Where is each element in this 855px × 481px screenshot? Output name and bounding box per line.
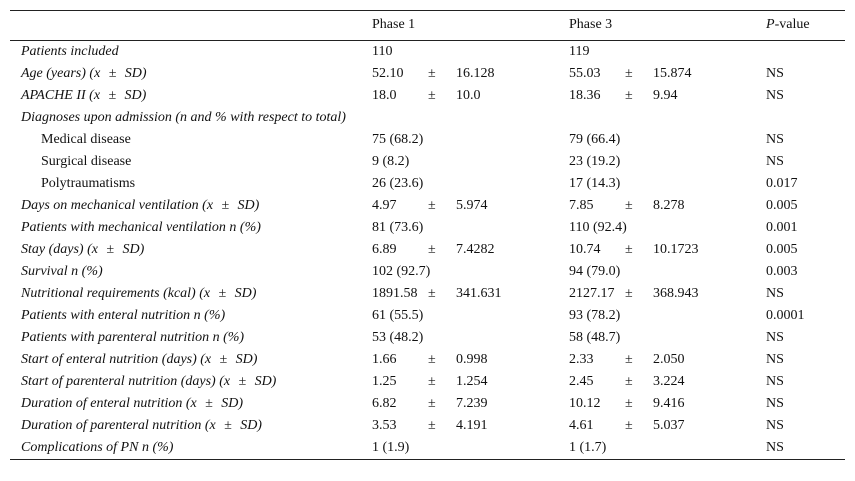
p-value: NS [766, 330, 784, 345]
phase3-value [569, 283, 766, 305]
phase3-value-plusminus: ± [625, 374, 633, 389]
row-label: Patients included [21, 44, 119, 59]
p-value: 0.005 [766, 198, 798, 213]
phase3-value: 110 (92.4) [569, 220, 627, 235]
phase3-value [569, 239, 766, 261]
phase1-value-plusminus: ± [428, 198, 436, 213]
phase3-value [569, 195, 766, 217]
table-row [10, 261, 845, 283]
phase3-value [569, 393, 766, 415]
phase3-value [569, 371, 766, 393]
table-row [10, 393, 845, 415]
phase1-value-mean: 6.82 [372, 396, 397, 411]
phase1-value-sd: 0.998 [456, 352, 488, 367]
phase1-value: 102 (92.7) [372, 264, 431, 279]
row-label: Days on mechanical ventilation (x ± SD) [21, 198, 260, 213]
row-label: Start of parenteral nutrition (days) (x ± SD) [21, 374, 277, 389]
phase1-value: 26 (23.6) [372, 176, 424, 191]
p-value: 0.003 [766, 264, 798, 279]
phase3-value: 79 (66.4) [569, 132, 621, 147]
phase1-value: 1 (1.9) [372, 440, 410, 455]
phase1-value-sd: 7.239 [456, 396, 488, 411]
phase1-value [372, 85, 569, 107]
phase1-value: 9 (8.2) [372, 154, 410, 169]
phase1-value [372, 371, 569, 393]
table-row [10, 415, 845, 437]
header-phase1: Phase 1 [372, 17, 416, 32]
phase1-value: 75 (68.2) [372, 132, 424, 147]
p-value: NS [766, 352, 784, 367]
phase1-value [372, 63, 569, 85]
phase3-value-sd: 9.94 [653, 88, 678, 103]
phase1-value-plusminus: ± [428, 242, 436, 257]
phase3-value-mean: 10.12 [569, 396, 601, 411]
phase3-value [569, 349, 766, 371]
phase1-value-sd: 341.631 [456, 286, 502, 301]
table-row [10, 41, 845, 64]
table-row [10, 107, 845, 129]
phase3-value-sd: 2.050 [653, 352, 685, 367]
phase3-value-plusminus: ± [625, 88, 633, 103]
phase1-value-mean: 6.89 [372, 242, 397, 257]
phase1-value [372, 349, 569, 371]
row-label: Surgical disease [41, 154, 132, 169]
row-label: Survival n (%) [21, 264, 103, 279]
p-value: NS [766, 396, 784, 411]
row-label: APACHE II (x ± SD) [21, 88, 147, 103]
row-label: Start of enteral nutrition (days) (x ± SD) [21, 352, 258, 367]
row-label: Duration of parenteral nutrition (x ± SD) [21, 418, 262, 433]
p-value: NS [766, 418, 784, 433]
row-label: Duration of enteral nutrition (x ± SD) [21, 396, 244, 411]
phase3-value-plusminus: ± [625, 352, 633, 367]
header-pvalue [766, 11, 845, 41]
phase3-value: 58 (48.7) [569, 330, 621, 345]
phase1-value-mean: 18.0 [372, 88, 397, 103]
phase1-value-mean: 52.10 [372, 66, 404, 81]
p-value [766, 41, 845, 64]
row-label: Complications of PN n (%) [21, 440, 174, 455]
p-value: NS [766, 154, 784, 169]
phase1-value: 61 (55.5) [372, 308, 424, 323]
phase1-value-mean: 1891.58 [372, 286, 418, 301]
phase3-value: 93 (78.2) [569, 308, 621, 323]
table-row [10, 349, 845, 371]
phase1-value: 81 (73.6) [372, 220, 424, 235]
p-value: 0.017 [766, 176, 798, 191]
table-row [10, 305, 845, 327]
phase3-value [569, 63, 766, 85]
header-pvalue-p: P [766, 17, 775, 32]
p-value: 0.005 [766, 242, 798, 257]
phase3-value-plusminus: ± [625, 396, 633, 411]
phase3-value-mean: 10.74 [569, 242, 601, 257]
phase3-value-sd: 15.874 [653, 66, 692, 81]
table-row [10, 195, 845, 217]
phase3-value-mean: 2.45 [569, 374, 594, 389]
p-value: 0.001 [766, 220, 798, 235]
phase1-value-sd: 10.0 [456, 88, 481, 103]
phase1-value-plusminus: ± [428, 396, 436, 411]
phase1-value [372, 393, 569, 415]
table-row [10, 85, 845, 107]
phase3-value-plusminus: ± [625, 286, 633, 301]
phase3-value-mean: 18.36 [569, 88, 601, 103]
phase3-value-plusminus: ± [625, 242, 633, 257]
table-row [10, 327, 845, 349]
phase1-value-sd: 1.254 [456, 374, 488, 389]
phase3-value [569, 415, 766, 437]
p-value: 0.0001 [766, 308, 805, 323]
p-value: NS [766, 440, 784, 455]
phase1-value [372, 195, 569, 217]
phase3-value-mean: 7.85 [569, 198, 594, 213]
phase1-value [372, 283, 569, 305]
phase3-value: 1 (1.7) [569, 440, 607, 455]
phase1-value-sd: 7.4282 [456, 242, 495, 257]
p-value: NS [766, 132, 784, 147]
data-table-container [10, 10, 845, 460]
row-label: Patients with mechanical ventilation n (%) [21, 220, 261, 235]
phase3-value-sd: 8.278 [653, 198, 685, 213]
row-label: Nutritional requirements (kcal) (x ± SD) [21, 286, 257, 301]
row-label: Stay (days) (x ± SD) [21, 242, 145, 257]
phase3-value-mean: 4.61 [569, 418, 594, 433]
phase1-value: 53 (48.2) [372, 330, 424, 345]
phase1-value-mean: 4.97 [372, 198, 397, 213]
phase1-value [372, 415, 569, 437]
table-row [10, 63, 845, 85]
comparison-table [10, 10, 845, 460]
phase1-value: 110 [372, 44, 393, 59]
header-label [10, 11, 372, 41]
p-value: NS [766, 374, 784, 389]
row-label: Diagnoses upon admission (n and % with respect to total) [21, 110, 346, 125]
phase3-value: 94 (79.0) [569, 264, 621, 279]
phase1-value-mean: 1.25 [372, 374, 397, 389]
phase1-value-mean: 3.53 [372, 418, 397, 433]
phase3-value-sd: 3.224 [653, 374, 685, 389]
phase1-value-sd: 5.974 [456, 198, 488, 213]
phase3-value-mean: 2.33 [569, 352, 594, 367]
phase3-value-sd: 5.037 [653, 418, 685, 433]
phase3-value-sd: 368.943 [653, 286, 699, 301]
header-phase3: Phase 3 [569, 17, 613, 32]
phase1-value-plusminus: ± [428, 88, 436, 103]
phase1-value [372, 239, 569, 261]
table-row [10, 371, 845, 393]
phase1-value-mean: 1.66 [372, 352, 397, 367]
phase3-value-plusminus: ± [625, 66, 633, 81]
phase3-value [569, 85, 766, 107]
row-label: Age (years) (x ± SD) [21, 66, 147, 81]
phase1-value-plusminus: ± [428, 352, 436, 367]
table-row [10, 217, 845, 239]
phase3-value: 17 (14.3) [569, 176, 621, 191]
row-label: Patients with enteral nutrition n (%) [21, 308, 226, 323]
phase1-value-sd: 16.128 [456, 66, 495, 81]
table-row [10, 129, 845, 151]
row-label: Polytraumatisms [41, 176, 136, 191]
phase3-value-plusminus: ± [625, 418, 633, 433]
table-header-row [10, 11, 845, 41]
phase1-value-sd: 4.191 [456, 418, 488, 433]
phase3-value: 23 (19.2) [569, 154, 621, 169]
phase1-value-plusminus: ± [428, 66, 436, 81]
phase1-value-plusminus: ± [428, 286, 436, 301]
p-value: NS [766, 286, 784, 301]
table-row [10, 239, 845, 261]
phase3-value-sd: 9.416 [653, 396, 685, 411]
table-body [10, 41, 845, 460]
table-row [10, 437, 845, 460]
phase3-value: 119 [569, 44, 590, 59]
table-row [10, 283, 845, 305]
p-value: NS [766, 88, 784, 103]
phase3-value-sd: 10.1723 [653, 242, 699, 257]
table-row [10, 173, 845, 195]
row-label: Patients with parenteral nutrition n (%) [21, 330, 245, 345]
phase1-value-plusminus: ± [428, 418, 436, 433]
phase3-value-mean: 2127.17 [569, 286, 615, 301]
phase3-value-mean: 55.03 [569, 66, 601, 81]
p-value: NS [766, 66, 784, 81]
header-pvalue-suffix: -value [774, 17, 810, 32]
row-label: Medical disease [41, 132, 131, 147]
table-row [10, 151, 845, 173]
phase1-value-plusminus: ± [428, 374, 436, 389]
phase3-value-plusminus: ± [625, 198, 633, 213]
